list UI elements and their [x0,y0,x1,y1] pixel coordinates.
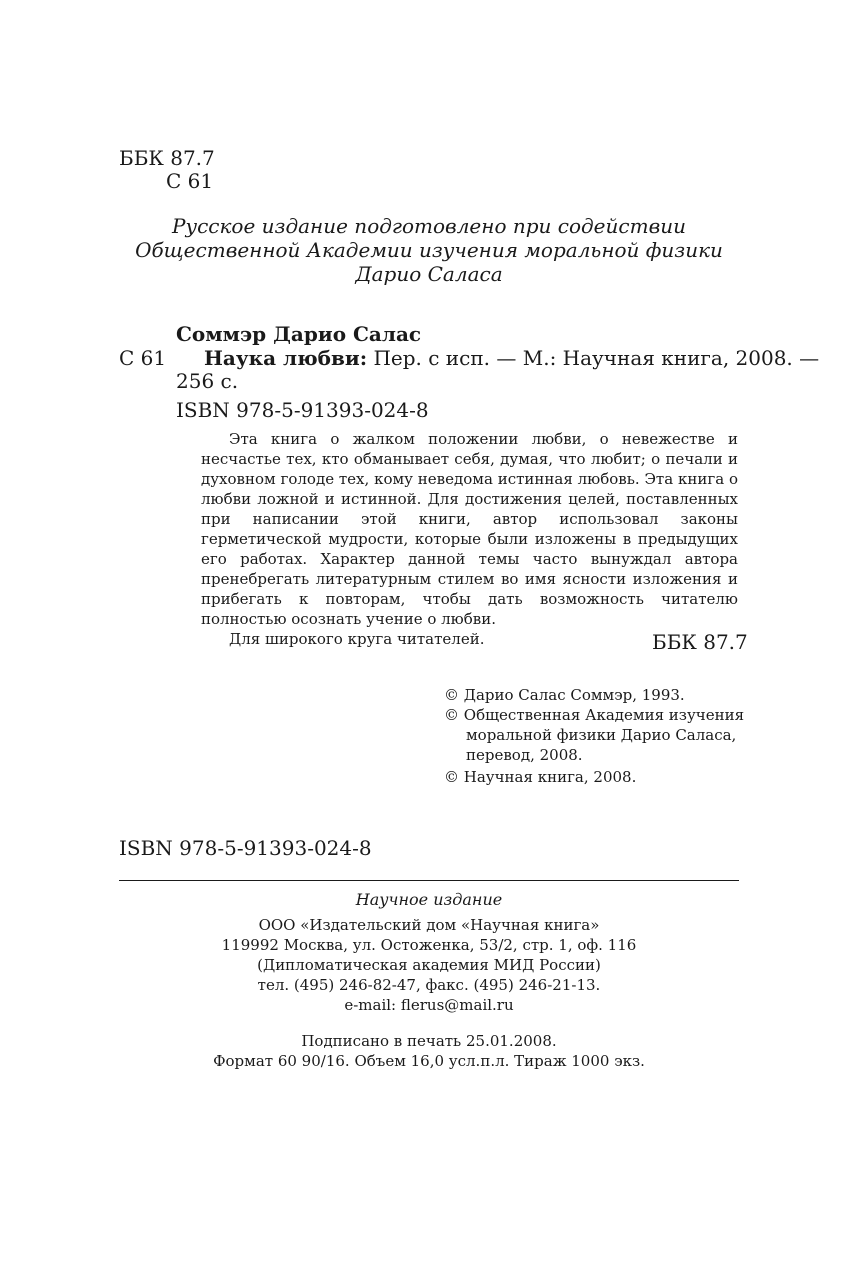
support-note-line-1: Русское издание подготовлено при содействии [172,214,686,238]
catalog-details: Пер. с исп. — М.: Научная книга, 2008. — [367,346,820,370]
catalog-isbn: ISBN 978-5-91393-024-8 [176,398,429,422]
signed-date: Подписано в печать 25.01.2008. [301,1032,557,1050]
copyright-publisher: © Научная книга, 2008. [444,768,637,786]
annotation-bbk: ББК 87.7 [652,630,748,654]
catalog-side-mark: С 61 [119,346,167,370]
catalog-author: Соммэр Дарио Салас [176,322,422,346]
divider [119,880,739,881]
copyright-author: © Дарио Салас Соммэр, 1993. [444,686,685,704]
author-mark: С 61 [166,169,214,193]
print-format: Формат 60 90/16. Объем 16,0 усл.п.л. Тираж 1000 экз. [213,1052,645,1070]
publisher-email: e-mail: flerus@mail.ru [344,996,514,1014]
annotation-audience: Для широкого круга читателей. [229,630,485,648]
support-note-line-3: Дарио Саласа [355,262,503,286]
copyright-academy-line-3: перевод, 2008. [466,746,583,764]
catalog-pages: 256 с. [176,369,239,393]
publisher-name: ООО «Издательский дом «Научная книга» [258,916,600,934]
publisher-address-note: (Дипломатическая академия МИД России) [257,956,601,974]
bbk-code: ББК 87.7 [119,146,215,170]
publisher-address: 119992 Москва, ул. Остоженка, 53/2, стр. 1, оф. 116 [221,936,637,954]
annotation-text: Эта книга о жалком положении любви, о невежестве и несчастье тех, кто обманывает себя, думая, что любит; о печали и духовном голоде тех, кому неведома истинная любовь. Эта книга о любви ложной и истинной. Для достижения целей, поставленных при написании этой книги, автор использовал законы герметической мудрости, которые были изложены в предыдущих его работах. Характер данной темы часто вынуждал автора пренебрегать литературным стилем во имя ясности изложения и прибегать к повторам, чтобы дать возможность читателю полностью осознать учение о любви. [201,430,738,628]
catalog-title-line [204,346,819,370]
copyright-academy-line-2: моральной физики Дарио Саласа, [466,726,737,744]
publisher-phone: тел. (495) 246-82-47, факс. (495) 246-21-13. [257,976,601,994]
publication-type: Научное издание [355,890,503,909]
annotation [201,429,738,649]
support-note-line-2: Общественной Академии изучения моральной физики [135,238,723,262]
copyright-academy: © Общественная Академия изучения [444,706,745,724]
isbn-bottom: ISBN 978-5-91393-024-8 [119,836,372,860]
catalog-title: Наука любви: [204,346,368,370]
